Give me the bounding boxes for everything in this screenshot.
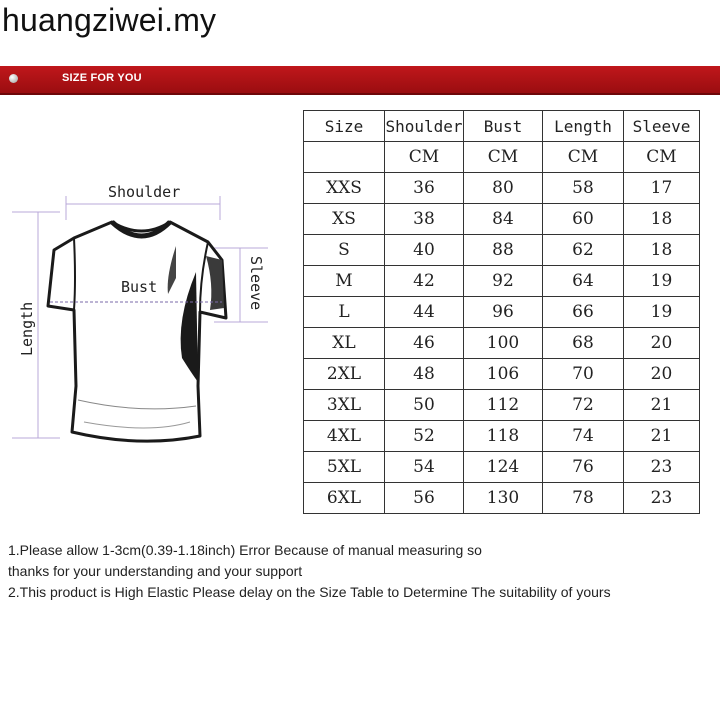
sleeve-label: Sleeve [247, 256, 265, 311]
measure-cell: 112 [464, 390, 543, 421]
note-line: 2.This product is High Elastic Please delay on the Size Table to Determine The suitability of yours [8, 584, 611, 600]
unit-cell: CM [464, 142, 543, 173]
measure-cell: 72 [543, 390, 624, 421]
measure-cell: 21 [624, 421, 700, 452]
header-cell: Size [304, 111, 385, 142]
banner-title: SIZE FOR YOU [62, 72, 142, 84]
measure-cell: 92 [464, 266, 543, 297]
measure-cell: 78 [543, 483, 624, 514]
size-cell: 6XL [304, 483, 385, 514]
length-label: Length [18, 301, 36, 356]
header-cell: Shoulder [385, 111, 464, 142]
measure-cell: 21 [624, 390, 700, 421]
measure-cell: 66 [543, 297, 624, 328]
size-cell: XXS [304, 173, 385, 204]
table-row [304, 328, 700, 359]
size-cell: M [304, 266, 385, 297]
size-cell: S [304, 235, 385, 266]
bust-label: Bust [121, 278, 158, 296]
measure-cell: 130 [464, 483, 543, 514]
table-row [304, 483, 700, 514]
measure-cell: 96 [464, 297, 543, 328]
measure-cell: 48 [385, 359, 464, 390]
measure-cell: 40 [385, 235, 464, 266]
measure-cell: 56 [385, 483, 464, 514]
measure-cell: 118 [464, 421, 543, 452]
measure-cell: 38 [385, 204, 464, 235]
measure-cell: 19 [624, 297, 700, 328]
measure-cell: 23 [624, 483, 700, 514]
units-row [304, 142, 700, 173]
measure-cell: 60 [543, 204, 624, 235]
measure-cell: 106 [464, 359, 543, 390]
table-row [304, 297, 700, 328]
shoulder-label: Shoulder [108, 183, 181, 201]
measure-cell: 68 [543, 328, 624, 359]
table-header-row [304, 111, 700, 142]
measure-cell: 88 [464, 235, 543, 266]
measure-cell: 20 [624, 359, 700, 390]
measure-cell: 23 [624, 452, 700, 483]
measure-cell: 44 [385, 297, 464, 328]
note-line: 1.Please allow 1-3cm(0.39-1.18inch) Error Because of manual measuring so [8, 542, 482, 558]
table-row [304, 452, 700, 483]
measure-cell: 64 [543, 266, 624, 297]
unit-cell: CM [624, 142, 700, 173]
measure-cell: 36 [385, 173, 464, 204]
size-cell: XS [304, 204, 385, 235]
size-cell: 2XL [304, 359, 385, 390]
size-cell: 5XL [304, 452, 385, 483]
measure-cell: 70 [543, 359, 624, 390]
note-line: thanks for your understanding and your support [8, 563, 303, 579]
measure-cell: 74 [543, 421, 624, 452]
notes [8, 540, 611, 603]
unit-cell [304, 142, 385, 173]
table-row [304, 421, 700, 452]
watermark: huangziwei.my [2, 2, 217, 38]
table-row [304, 204, 700, 235]
size-cell: XL [304, 328, 385, 359]
measure-cell: 17 [624, 173, 700, 204]
size-banner [0, 66, 720, 95]
measure-cell: 100 [464, 328, 543, 359]
measure-cell: 20 [624, 328, 700, 359]
size-cell: 4XL [304, 421, 385, 452]
table-row [304, 359, 700, 390]
measure-cell: 54 [385, 452, 464, 483]
size-cell: L [304, 297, 385, 328]
table-row [304, 173, 700, 204]
table-row [304, 390, 700, 421]
measure-cell: 58 [543, 173, 624, 204]
bullet-icon [9, 74, 18, 83]
measure-cell: 84 [464, 204, 543, 235]
size-table [303, 110, 700, 514]
header-cell: Bust [464, 111, 543, 142]
measure-cell: 80 [464, 173, 543, 204]
unit-cell: CM [543, 142, 624, 173]
table-row [304, 235, 700, 266]
measure-cell: 19 [624, 266, 700, 297]
size-cell: 3XL [304, 390, 385, 421]
measure-cell: 76 [543, 452, 624, 483]
header-cell: Sleeve [624, 111, 700, 142]
measure-cell: 18 [624, 235, 700, 266]
measure-cell: 50 [385, 390, 464, 421]
tshirt-diagram [0, 160, 300, 460]
measure-cell: 42 [385, 266, 464, 297]
table-row [304, 266, 700, 297]
header-cell: Length [543, 111, 624, 142]
measure-cell: 124 [464, 452, 543, 483]
measure-cell: 18 [624, 204, 700, 235]
measure-cell: 52 [385, 421, 464, 452]
measure-cell: 46 [385, 328, 464, 359]
unit-cell: CM [385, 142, 464, 173]
measure-cell: 62 [543, 235, 624, 266]
